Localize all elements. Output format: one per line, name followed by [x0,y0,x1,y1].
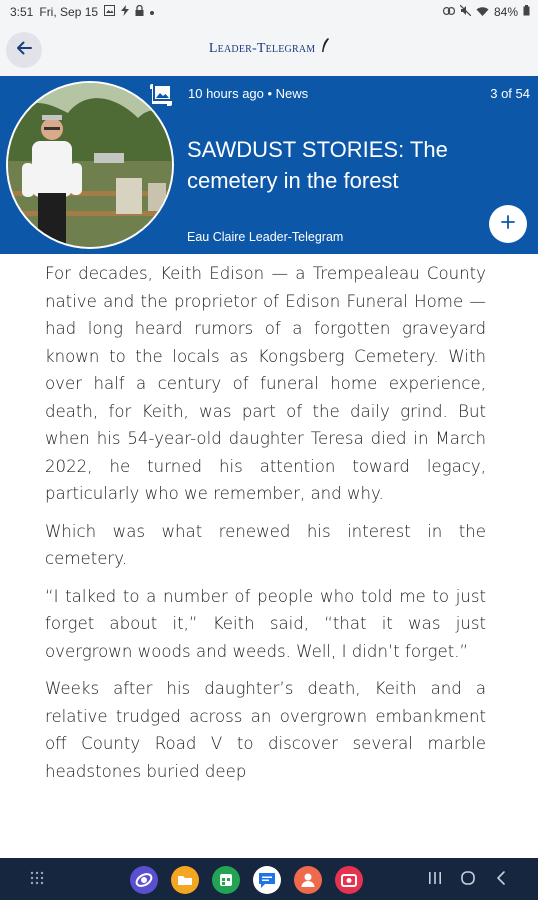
article-title: SAWDUST STORIES: The cemetery in the forest [187,137,448,193]
quill-icon [317,41,329,56]
article-paragraph: For decades, Keith Edison — a Trempealeau County native and the proprietor of Edison Funeral Home — had long heard rumors of a forgotten graveyard known to the locals as Kongsberg Cemetery. With over half a century of funeral home experience, death, for Keith, was part of the daily grind. But when his 54-year-old daughter Teresa died in March 2022, he turned his attention toward legacy, particularly who we remember, and why. [45,264,486,503]
back-nav-icon[interactable] [495,870,507,891]
contacts-app-icon[interactable] [294,866,322,894]
plus-icon [501,215,515,234]
calendar-app-icon[interactable] [212,866,240,894]
internet-app-icon[interactable] [130,866,158,894]
lock-icon [135,5,144,19]
status-bar [0,0,538,24]
article-photo [8,83,172,247]
article-counter: 3 of 54 [490,86,530,101]
messages-app-icon[interactable] [253,866,281,894]
status-right [443,5,530,19]
system-nav-bar [0,858,538,900]
battery-icon [523,5,530,19]
article-source: Eau Claire Leader-Telegram [187,230,344,244]
battery-percent: 84% [493,5,518,19]
gallery-notif-icon [104,5,115,19]
recent-apps-icon[interactable] [428,871,442,890]
screen-recorder-app-icon[interactable] [335,866,363,894]
article-body [45,254,486,858]
gallery-icon[interactable] [150,84,172,106]
status-date: Fri, Sep 15 [39,5,99,19]
files-app-icon[interactable] [171,866,199,894]
mute-icon [460,5,471,19]
status-left [10,5,154,19]
home-icon[interactable] [460,870,476,891]
article-paragraph: Weeks after his daughter’s death, Keith and a relative trudged across an overgrown embankment off County Road V to discover several marble headstones buried deep [45,679,486,781]
app-drawer-icon[interactable] [30,871,44,890]
bolt-icon [121,5,129,19]
add-button[interactable] [489,205,527,243]
article-thumbnail[interactable] [6,81,174,249]
status-time: 3:51 [10,5,34,19]
article-paragraph: “I talked to a number of people who told me to just forget about it,” Keith said, “that it was just overgrown woods and weeds. Well, I didn’t forget.” [45,586,486,661]
app-bar [0,24,538,76]
link-icon [443,6,455,18]
publication-logo [0,38,538,57]
app-dock [130,866,363,894]
dot-icon [150,6,154,18]
wifi-icon [476,6,489,19]
article-time-category: 10 hours ago • News [188,86,309,101]
logo-text: Leader-Telegram [208,41,316,56]
article-paragraph: Which was what renewed his interest in the cemetery. [45,521,486,568]
article-header [0,76,538,254]
